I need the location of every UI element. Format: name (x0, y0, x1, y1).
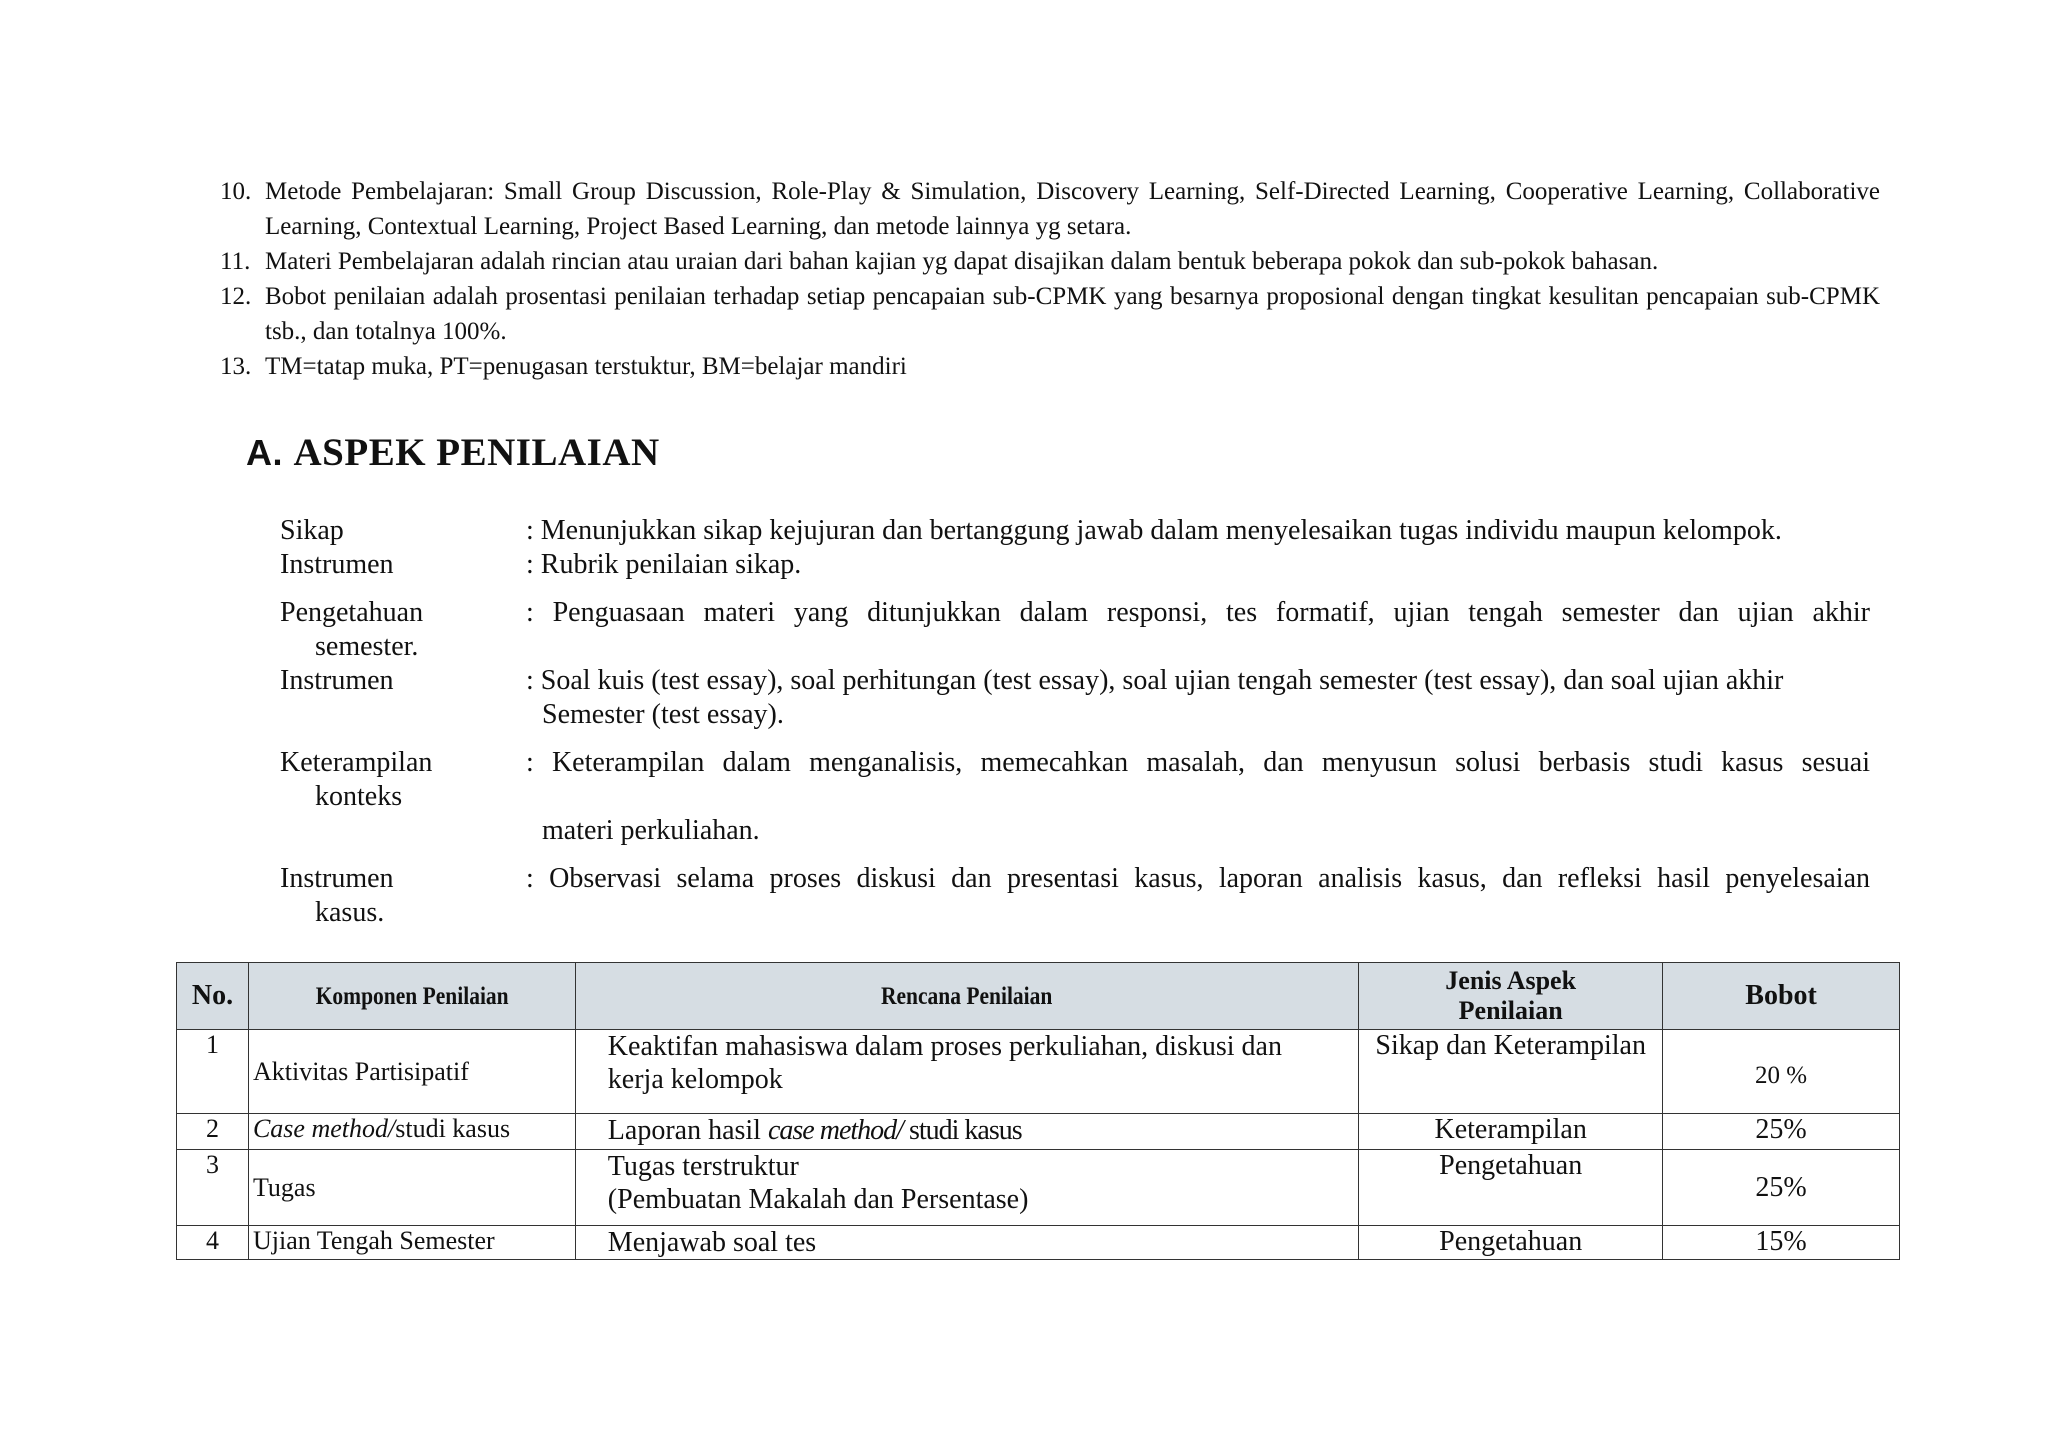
header-jenis: Jenis Aspek Penilaian (1359, 963, 1663, 1030)
aspect-value (526, 664, 1870, 732)
aspect-row-keterampilan-extra (280, 814, 1870, 848)
aspect-label-continuation: konteks (315, 781, 403, 812)
footnote-list (220, 174, 1880, 384)
aspect-label-continuation: semester. (315, 631, 419, 662)
cell-rencana: Laporan hasil case method/ studi kasus (575, 1114, 1358, 1150)
aspect-label-continuation: kasus. (315, 897, 385, 928)
aspect-list (280, 514, 1870, 930)
footnote-item (220, 279, 1880, 349)
footnote-text: Materi Pembelajaran adalah rincian atau uraian dari bahan kajian yg dapat disajikan dalam bentuk beberapa pokok dan sub-pokok bahasan. (265, 248, 1659, 275)
section-heading-title: ASPEK PENILAIAN (293, 431, 660, 474)
aspect-value-line: materi perkuliahan. (542, 815, 760, 846)
header-no: No. (177, 963, 249, 1030)
cell-rencana: Tugas terstruktur (Pembuatan Makalah dan Persentase) (575, 1150, 1358, 1226)
cell-komponen: Case method/studi kasus (248, 1114, 575, 1150)
aspect-label-text: Pengetahuan (280, 597, 424, 628)
aspect-row-instrumen-sikap (280, 548, 1870, 582)
section-heading-prefix: A. (246, 432, 283, 473)
table-row (177, 1114, 1900, 1150)
aspect-value: : Menunjukkan sikap kejujuran dan bertanggung jawab dalam menyelesaikan tugas individu maupun kelompok. (526, 515, 1782, 546)
aspect-value-line: Semester (test essay). (542, 699, 784, 730)
cell-komponen: Tugas (248, 1150, 575, 1226)
header-rencana: Rencana Penilaian (575, 963, 1358, 1030)
aspect-label: Instrumen (280, 549, 394, 580)
aspect-row-pengetahuan (280, 596, 1870, 664)
assessment-table (176, 962, 1900, 1260)
aspect-label (280, 862, 526, 930)
aspect-row-keterampilan (280, 746, 1870, 814)
cell-rencana: Keaktifan mahasiswa dalam proses perkuliahan, diskusi dan kerja kelompok (575, 1030, 1358, 1114)
aspect-label: Instrumen (280, 665, 394, 696)
aspect-label (280, 596, 526, 664)
aspect-value: : Rubrik penilaian sikap. (526, 549, 802, 580)
aspect-label-text: Instrumen (280, 863, 394, 894)
header-bobot: Bobot (1663, 963, 1900, 1030)
aspect-row-sikap (280, 514, 1870, 548)
aspect-value-line: : Soal kuis (test essay), soal perhitungan (test essay), soal ujian tengah semester (test essay), dan soal ujian akhir (526, 665, 1784, 696)
cell-no: 2 (177, 1114, 249, 1150)
footnote-number: 13. (220, 353, 252, 380)
footnote-number: 11. (220, 248, 251, 275)
cell-jenis: Sikap dan Keterampilan (1359, 1030, 1663, 1114)
cell-bobot: 20 % (1663, 1030, 1900, 1114)
cell-jenis: Pengetahuan (1359, 1150, 1663, 1226)
cell-komponen: Ujian Tengah Semester (248, 1226, 575, 1260)
table-row (177, 1030, 1900, 1114)
cell-rencana: Menjawab soal tes (575, 1226, 1358, 1260)
cell-bobot: 15% (1663, 1226, 1900, 1260)
table-row (177, 1226, 1900, 1260)
footnote-number: 12. (220, 283, 252, 310)
aspect-value: : Penguasaan materi yang ditunjukkan dalam responsi, tes formatif, ujian tengah semester dan ujian akhir (526, 597, 1870, 628)
cell-jenis: Keterampilan (1359, 1114, 1663, 1150)
cell-komponen: Aktivitas Partisipatif (248, 1030, 575, 1114)
footnote-number: 10. (220, 178, 252, 205)
table-header-row (177, 963, 1900, 1030)
aspect-label (280, 746, 526, 814)
section-heading (246, 430, 660, 475)
aspect-row-instrumen-pengetahuan (280, 664, 1870, 732)
aspect-value: : Keterampilan dalam menganalisis, memecahkan masalah, dan menyusun solusi berbasis studi kasus sesuai (526, 747, 1870, 778)
cell-no: 1 (177, 1030, 249, 1114)
footnote-item (220, 174, 1880, 244)
footnote-item (220, 244, 1880, 279)
footnote-text: Bobot penilaian adalah prosentasi penilaian terhadap setiap pencapaian sub-CPMK yang besarnya proposional dengan tingkat kesulitan pencapaian sub-CPMK tsb., dan totalnya 100%. (265, 283, 1880, 345)
footnote-item (220, 349, 1880, 384)
aspect-value: : Observasi selama proses diskusi dan presentasi kasus, laporan analisis kasus, dan refleksi hasil penyelesaian (526, 863, 1870, 894)
table-row (177, 1150, 1900, 1226)
aspect-row-instrumen-keterampilan (280, 862, 1870, 930)
footnote-text: Metode Pembelajaran: Small Group Discussion, Role-Play & Simulation, Discovery Learning, Self-Directed Learning, Cooperative Learning, Collaborative Learning, Contextual Learning, Project Based Learning, dan metode lainnya yg setara. (265, 178, 1880, 240)
footnote-text: TM=tatap muka, PT=penugasan terstuktur, BM=belajar mandiri (265, 353, 907, 380)
aspect-label-text: Keterampilan (280, 747, 433, 778)
aspect-label: Sikap (280, 515, 344, 546)
cell-bobot: 25% (1663, 1114, 1900, 1150)
cell-bobot: 25% (1663, 1150, 1900, 1226)
cell-no: 4 (177, 1226, 249, 1260)
cell-jenis: Pengetahuan (1359, 1226, 1663, 1260)
cell-no: 3 (177, 1150, 249, 1226)
header-komponen: Komponen Penilaian (248, 963, 575, 1030)
